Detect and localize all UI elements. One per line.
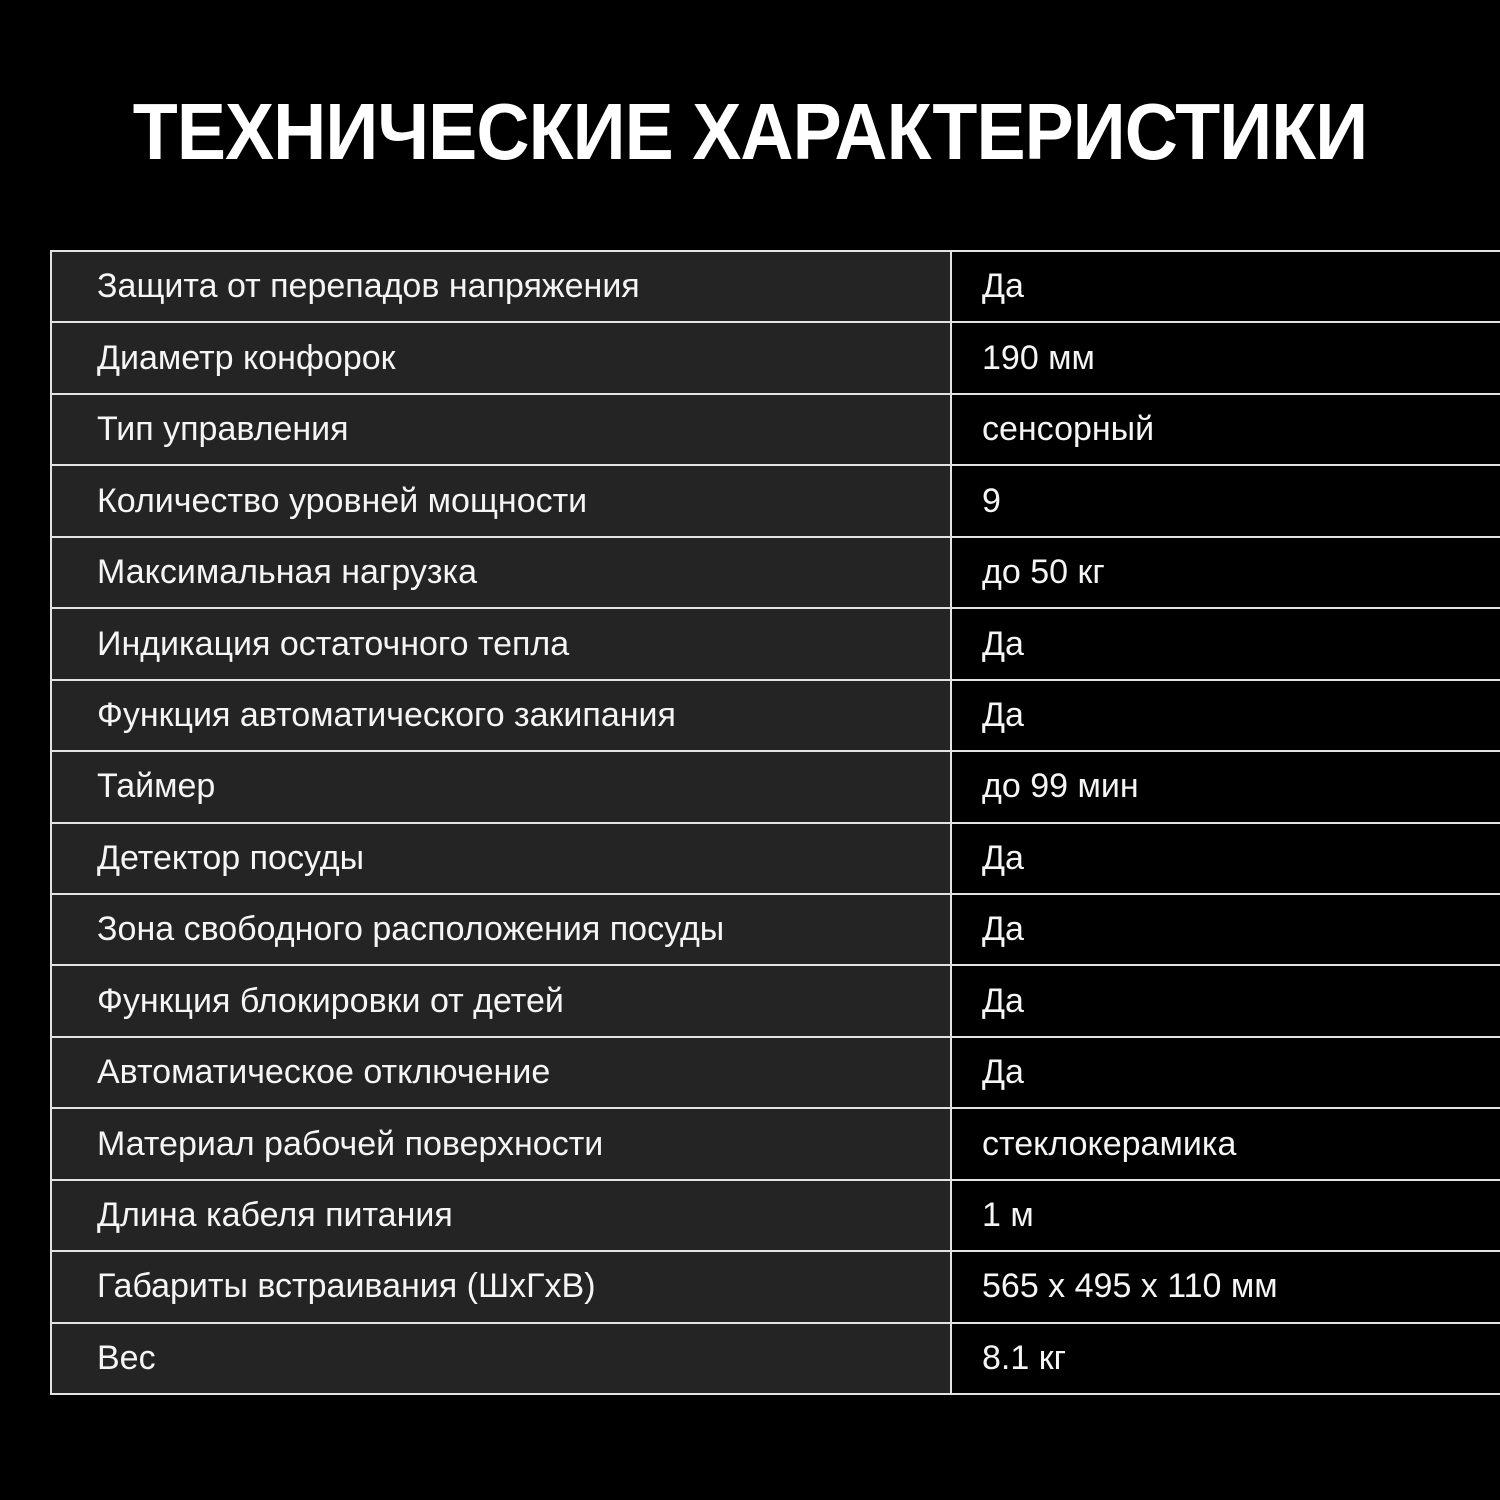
spec-value: 8.1 кг — [951, 1323, 1500, 1394]
spec-value: стеклокерамика — [951, 1108, 1500, 1179]
table-row — [51, 394, 1500, 465]
table-row — [51, 680, 1500, 751]
table-row — [51, 322, 1500, 393]
table-row — [51, 537, 1500, 608]
table-row — [51, 751, 1500, 822]
spec-label: Материал рабочей поверхности — [51, 1108, 951, 1179]
table-row — [51, 894, 1500, 965]
spec-value: Да — [951, 1037, 1500, 1108]
spec-label: Количество уровней мощности — [51, 465, 951, 536]
spec-label: Габариты встраивания (ШхГхВ) — [51, 1251, 951, 1322]
spec-label: Индикация остаточного тепла — [51, 608, 951, 679]
spec-label: Функция автоматического закипания — [51, 680, 951, 751]
spec-value: 1 м — [951, 1180, 1500, 1251]
spec-table-body — [51, 251, 1500, 1394]
table-row — [51, 251, 1500, 322]
spec-label: Автоматическое отключение — [51, 1037, 951, 1108]
spec-value: 9 — [951, 465, 1500, 536]
table-row — [51, 1108, 1500, 1179]
spec-label: Таймер — [51, 751, 951, 822]
spec-value: Да — [951, 608, 1500, 679]
spec-value: до 99 мин — [951, 751, 1500, 822]
spec-label: Функция блокировки от детей — [51, 965, 951, 1036]
table-row — [51, 465, 1500, 536]
spec-value: до 50 кг — [951, 537, 1500, 608]
table-row — [51, 1251, 1500, 1322]
spec-value: Да — [951, 894, 1500, 965]
table-row — [51, 608, 1500, 679]
table-row — [51, 1037, 1500, 1108]
spec-label: Детектор посуды — [51, 823, 951, 894]
spec-table — [50, 250, 1500, 1395]
spec-value: Да — [951, 823, 1500, 894]
table-row — [51, 1180, 1500, 1251]
spec-value: Да — [951, 251, 1500, 322]
spec-value: Да — [951, 680, 1500, 751]
spec-value: 190 мм — [951, 322, 1500, 393]
page-title: ТЕХНИЧЕСКИЕ ХАРАКТЕРИСТИКИ — [132, 87, 1368, 176]
spec-value: 565 x 495 x 110 мм — [951, 1251, 1500, 1322]
spec-label: Диаметр конфорок — [51, 322, 951, 393]
spec-label: Зона свободного расположения посуды — [51, 894, 951, 965]
spec-label: Тип управления — [51, 394, 951, 465]
spec-label: Длина кабеля питания — [51, 1180, 951, 1251]
spec-label: Максимальная нагрузка — [51, 537, 951, 608]
spec-label: Вес — [51, 1323, 951, 1394]
table-row — [51, 823, 1500, 894]
spec-value: Да — [951, 965, 1500, 1036]
table-row — [51, 965, 1500, 1036]
spec-label: Защита от перепадов напряжения — [51, 251, 951, 322]
spec-value: сенсорный — [951, 394, 1500, 465]
table-row — [51, 1323, 1500, 1394]
